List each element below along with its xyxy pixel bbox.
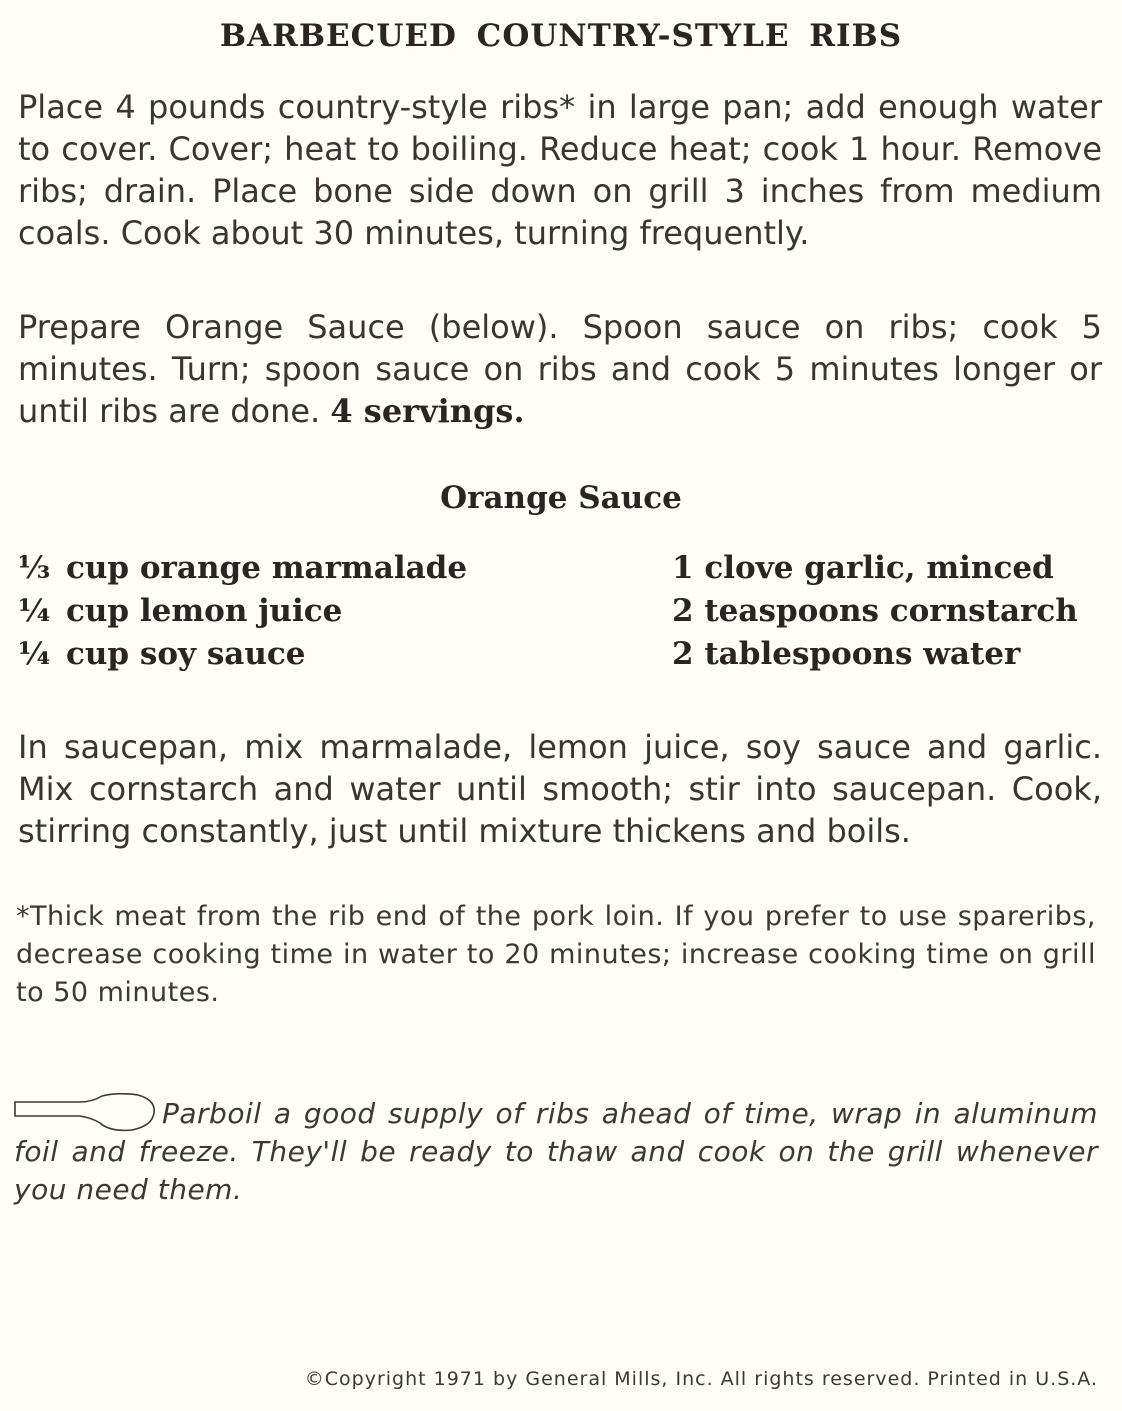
ingredient-row bbox=[18, 590, 618, 633]
recipe-step-2 bbox=[18, 306, 1102, 432]
tip-text: Parboil a good supply of ribs ahead of time, wrap in aluminum foil and freeze. They'll be ready to thaw and cook on the grill whenever you need them. bbox=[14, 1097, 1098, 1206]
ingredient-row bbox=[672, 547, 1112, 590]
copyright: ©Copyright 1971 by General Mills, Inc. All rights reserved. Printed in U.S.A. bbox=[304, 1368, 1098, 1390]
servings: 4 servings. bbox=[330, 392, 525, 430]
ingredient-amount: ⅓ bbox=[18, 550, 51, 586]
ingredients-left-column bbox=[18, 547, 618, 676]
ingredient-item: 2 teaspoons cornstarch bbox=[672, 593, 1078, 629]
ingredient-amount: ¼ bbox=[18, 636, 51, 672]
ingredient-row bbox=[18, 547, 618, 590]
ingredient-row bbox=[672, 590, 1112, 633]
tip bbox=[14, 1093, 1098, 1209]
recipe-step-2-text: Prepare Orange Sauce (below). Spoon sauce on ribs; cook 5 minutes. Turn; spoon sauce on ribs and cook 5 minutes longer or until ribs are done. bbox=[18, 308, 1102, 430]
ingredient-item: cup orange marmalade bbox=[66, 550, 468, 586]
ingredient-row bbox=[672, 633, 1112, 676]
ingredient-item: 2 tablespoons water bbox=[672, 636, 1021, 672]
ingredient-item: 1 clove garlic, minced bbox=[672, 550, 1054, 586]
recipe-step-1: Place 4 pounds country-style ribs* in large pan; add enough water to cover. Cover; heat to boiling. Reduce heat; cook 1 hour. Remove ribs; drain. Place bone side down on grill 3 inches from medium coals. Cook about 30 minutes, turning frequently. bbox=[18, 88, 1102, 252]
ingredient-row bbox=[18, 633, 618, 676]
ingredient-item: cup soy sauce bbox=[66, 636, 306, 672]
recipe-title: BARBECUED COUNTRY-STYLE RIBS bbox=[219, 18, 903, 54]
ingredient-item: cup lemon juice bbox=[66, 593, 343, 629]
spoon-icon bbox=[14, 1093, 156, 1133]
sauce-instructions: In saucepan, mix marmalade, lemon juice, soy sauce and garlic. Mix cornstarch and water until smooth; stir into saucepan. Cook, stirring constantly, just until mixture thickens and boils. bbox=[18, 728, 1102, 850]
ingredients-right-column bbox=[672, 547, 1112, 676]
ingredient-amount: ¼ bbox=[18, 593, 51, 629]
footnote: *Thick meat from the rib end of the pork loin. If you prefer to use spareribs, decrease cooking time in water to 20 minutes; increase cooking time on grill to 50 minutes. bbox=[16, 901, 1096, 1008]
sauce-heading: Orange Sauce bbox=[440, 480, 682, 516]
